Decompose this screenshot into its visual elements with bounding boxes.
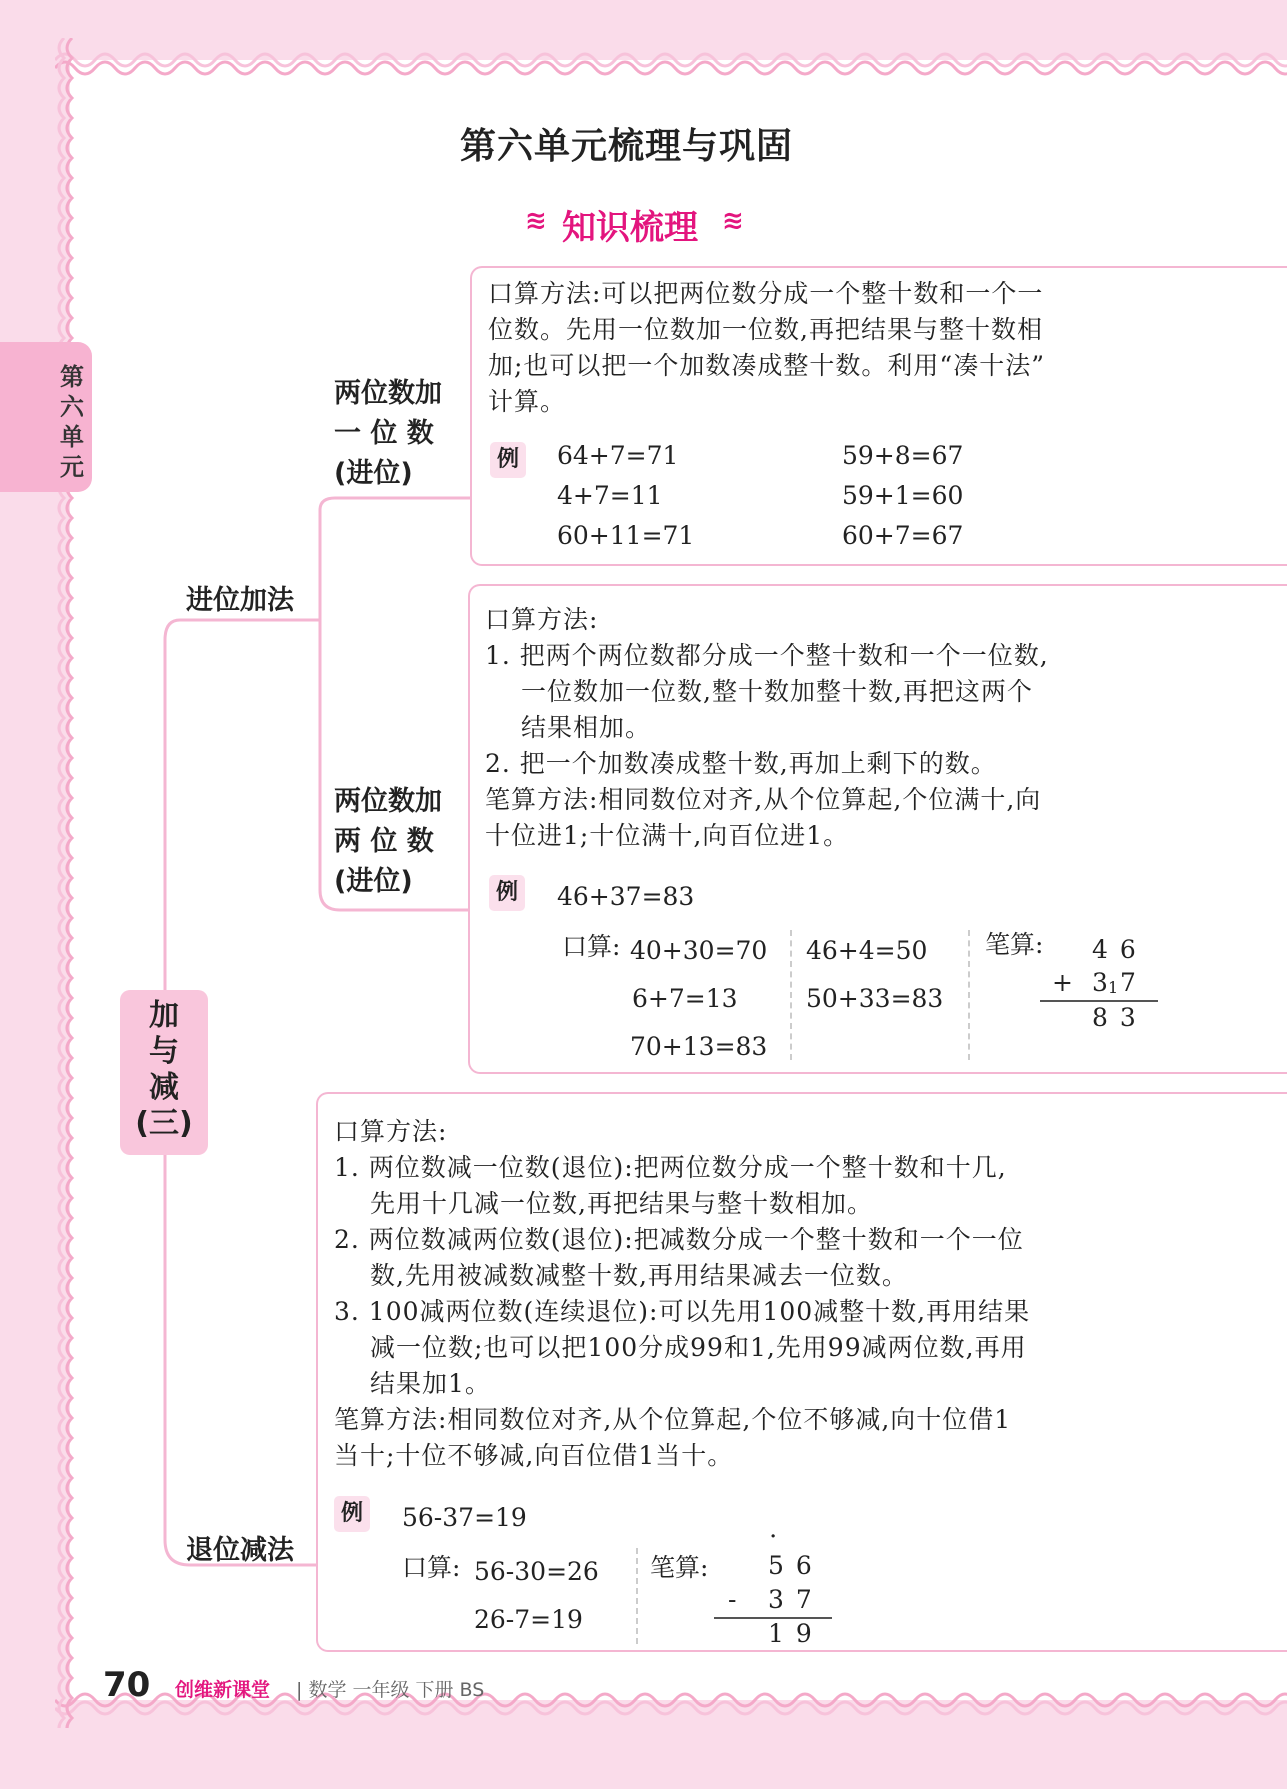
page-number: 70 (103, 1665, 151, 1705)
equation: 56-30=26 (474, 1557, 599, 1586)
branch-borrow-subtraction: 退位减法 (186, 1535, 294, 1566)
written-top: 4 6 (1092, 935, 1138, 964)
equation: 40+30=70 (630, 936, 768, 965)
equation: 70+13=83 (630, 1032, 768, 1061)
unit-side-tab-label: 第 六 单 元 (60, 363, 84, 481)
section-heading: 知识梳理 (562, 208, 698, 248)
squiggle-right-icon: ≋ (722, 206, 744, 236)
text-line: 十位进1;十位满十,向百位进1。 (485, 821, 850, 850)
example-badge: 例 (490, 442, 526, 478)
leaf-label-2digit-plus-2digit (334, 782, 442, 902)
wavy-border-left (48, 38, 82, 1728)
leaf3-method-text (334, 1114, 1030, 1474)
written-result: 1 9 (768, 1619, 814, 1648)
written-label: 笔算: (985, 930, 1044, 959)
text-line: 1. 把两个两位数都分成一个整十数和一个一位数, (485, 641, 1049, 670)
equation: 59+8=67 (842, 441, 964, 470)
leaf2-oral-col-a (630, 927, 767, 1071)
leaf2-oral-col-b (806, 927, 943, 1023)
equation: 59+1=60 (842, 481, 964, 510)
text-line: 2. 把一个加数凑成整十数,再加上剩下的数。 (485, 749, 997, 778)
leaf1-example-col1 (557, 436, 694, 556)
written-result: 8 3 (1092, 1003, 1138, 1032)
text-line: 数,先用被减数减整十数,再用结果减去一位数。 (370, 1261, 908, 1290)
leaf-label-line: (进位) (334, 458, 413, 489)
leaf1-method-text (488, 276, 1045, 420)
text-line: 当十;十位不够减,向百位借1当十。 (334, 1441, 734, 1470)
footer-brand: 创维新课堂 (175, 1679, 271, 1701)
leaf-label-line: 两 位 数 (334, 826, 434, 857)
leaf-label-line: 一 位 数 (334, 418, 434, 449)
equation: 6+7=13 (632, 984, 738, 1013)
written-op: - (728, 1585, 737, 1614)
leaf-label-line: 两位数加 (334, 786, 442, 817)
equation: 64+7=71 (557, 441, 679, 470)
root-char: 与 (149, 1034, 179, 1069)
borrow-dot: · (770, 1526, 777, 1547)
written-label: 笔算: (650, 1553, 709, 1582)
example-badge: 例 (489, 875, 525, 911)
written-mid: 3 7 (768, 1585, 814, 1614)
equation: 4+7=11 (557, 481, 663, 510)
equation: 60+11=71 (557, 521, 695, 550)
text-line: 位数。先用一位数加一位数,再把结果与整十数相 (488, 315, 1043, 344)
leaf-label-line: (进位) (334, 866, 413, 897)
footer-info: | 数学 一年级 下册 BS (296, 1679, 485, 1701)
equation: 50+33=83 (806, 984, 944, 1013)
oral-label: 口算: (562, 932, 621, 961)
root-char: 减 (149, 1070, 179, 1105)
carry-mark: 1 (1108, 978, 1119, 997)
squiggle-left-icon: ≋ (525, 206, 547, 236)
text-line: 减一位数;也可以把100分成99和1,先用99减两位数,再用 (370, 1333, 1027, 1362)
written-mid-tens: 3 (1092, 968, 1108, 997)
text-line: 1. 两位数减一位数(退位):把两位数分成一个整十数和十几, (334, 1153, 1007, 1182)
branch-carry-addition: 进位加法 (186, 585, 294, 616)
divider (790, 930, 792, 1060)
equation: 46+4=50 (806, 936, 928, 965)
text-line: 2. 两位数减两位数(退位):把减数分成一个整十数和一个一位 (334, 1225, 1024, 1254)
oral-label: 口算: (402, 1553, 461, 1582)
text-line: 加;也可以把一个加数凑成整十数。利用“凑十法” (488, 351, 1045, 380)
written-op: + (1052, 968, 1073, 997)
root-char: 加 (149, 998, 179, 1033)
text-line: 口算方法:可以把两位数分成一个整十数和一个一 (488, 279, 1044, 308)
text-line: 结果加1。 (370, 1369, 491, 1398)
text-line: 先用十几减一位数,再把结果与整十数相加。 (370, 1189, 873, 1218)
text-line: 一位数加一位数,整十数加整十数,再把这两个 (521, 677, 1033, 706)
leaf-label-line: 两位数加 (334, 378, 442, 409)
text-line: 口算方法: (485, 605, 599, 634)
root-topic-label (120, 998, 208, 1142)
wavy-border-top (55, 38, 1287, 78)
leaf3-example: 56-37=19 (402, 1503, 527, 1532)
text-line: 3. 100减两位数(连续退位):可以先用100减整十数,再用结果 (334, 1297, 1031, 1326)
leaf2-example: 46+37=83 (557, 882, 695, 911)
written-top: 5 6 (768, 1551, 814, 1580)
leaf3-oral-col (474, 1548, 599, 1644)
example-badge: 例 (334, 1496, 370, 1532)
leaf2-method-text (485, 602, 1049, 854)
leaf-label-2digit-plus-1digit (334, 374, 442, 494)
text-line: 笔算方法:相同数位对齐,从个位算起,个位满十,向 (485, 785, 1042, 814)
divider (968, 930, 970, 1060)
root-char: (三) (135, 1106, 193, 1141)
text-line: 笔算方法:相同数位对齐,从个位算起,个位不够减,向十位借1 (334, 1405, 1012, 1434)
equation: 60+7=67 (842, 521, 964, 550)
equation: 26-7=19 (474, 1605, 583, 1634)
leaf1-example-col2 (842, 436, 963, 556)
written-mid-ones: 7 (1120, 968, 1136, 997)
text-line: 计算。 (488, 387, 567, 416)
text-line: 结果相加。 (521, 713, 652, 742)
divider (636, 1548, 638, 1644)
text-line: 口算方法: (334, 1117, 448, 1146)
page-title: 第六单元梳理与巩固 (460, 126, 794, 167)
